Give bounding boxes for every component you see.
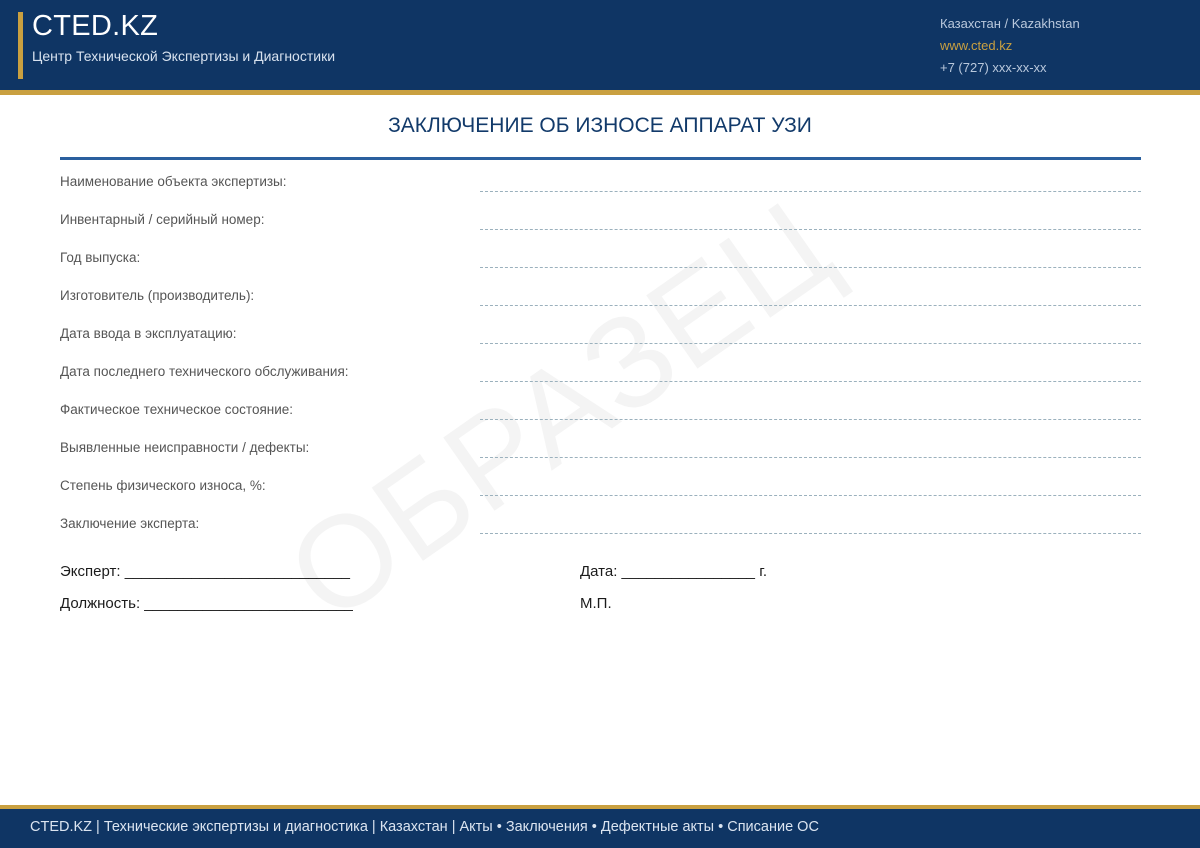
form-field-row (60, 472, 1141, 510)
form-field-row (60, 282, 1141, 320)
form-field-row (60, 434, 1141, 472)
form-field-blank-line[interactable] (480, 381, 1141, 382)
form-field-row (60, 244, 1141, 282)
header-bar (0, 0, 1200, 90)
contact-website-link[interactable]: www.cted.kz (940, 38, 1013, 53)
document-title: ЗАКЛЮЧЕНИЕ ОБ ИЗНОСЕ АППАРАТ УЗИ (388, 114, 812, 137)
form-field-label: Фактическое техническое состояние: (60, 402, 294, 417)
title-underline (60, 157, 1141, 160)
form-field-row (60, 320, 1141, 358)
form-field-blank-line[interactable] (480, 495, 1141, 496)
form-field-blank-line[interactable] (480, 533, 1141, 534)
form-field-row (60, 206, 1141, 244)
expert-signature-line: Эксперт: ___________________________ (60, 563, 350, 580)
form-field-label: Дата последнего технического обслуживания: (60, 364, 349, 379)
date-signature-line: Дата: ________________ г. (580, 563, 768, 580)
form-field-label: Год выпуска: (60, 250, 141, 265)
header-accent-bar (18, 12, 23, 79)
form-field-label: Инвентарный / серийный номер: (60, 212, 265, 227)
form-field-row (60, 510, 1141, 548)
form-field-label: Заключение эксперта: (60, 516, 200, 531)
brand-logo-text: CTED.KZ (32, 10, 159, 42)
form-field-label: Дата ввода в эксплуатацию: (60, 326, 237, 341)
form-field-blank-line[interactable] (480, 305, 1141, 306)
contact-country: Казахстан / Kazakhstan (940, 16, 1080, 31)
form-field-blank-line[interactable] (480, 457, 1141, 458)
form-field-row (60, 396, 1141, 434)
form-field-blank-line[interactable] (480, 343, 1141, 344)
header-gold-divider (0, 90, 1200, 95)
form-field-label: Наименование объекта экспертизы: (60, 174, 287, 189)
form-field-blank-line[interactable] (480, 191, 1141, 192)
form-field-blank-line[interactable] (480, 267, 1141, 268)
form-field-row (60, 358, 1141, 396)
footer-text: CTED.KZ | Технические экспертизы и диагностика | Казахстан | Акты • Заключения • Дефектные акты • Списание ОС (30, 819, 819, 835)
form-field-blank-line[interactable] (480, 229, 1141, 230)
footer-bar (0, 809, 1200, 848)
form-field-label: Изготовитель (производитель): (60, 288, 255, 303)
form-field-label: Степень физического износа, %: (60, 478, 266, 493)
contact-phone: +7 (727) xxx-xx-xx (940, 60, 1047, 75)
brand-tagline: Центр Технической Экспертизы и Диагностики (32, 48, 336, 64)
stamp-place-label: М.П. (580, 595, 612, 612)
form-field-blank-line[interactable] (480, 419, 1141, 420)
form-field-label: Выявленные неисправности / дефекты: (60, 440, 310, 455)
position-signature-line: Должность: _________________________ (60, 595, 353, 612)
form-field-row (60, 168, 1141, 206)
